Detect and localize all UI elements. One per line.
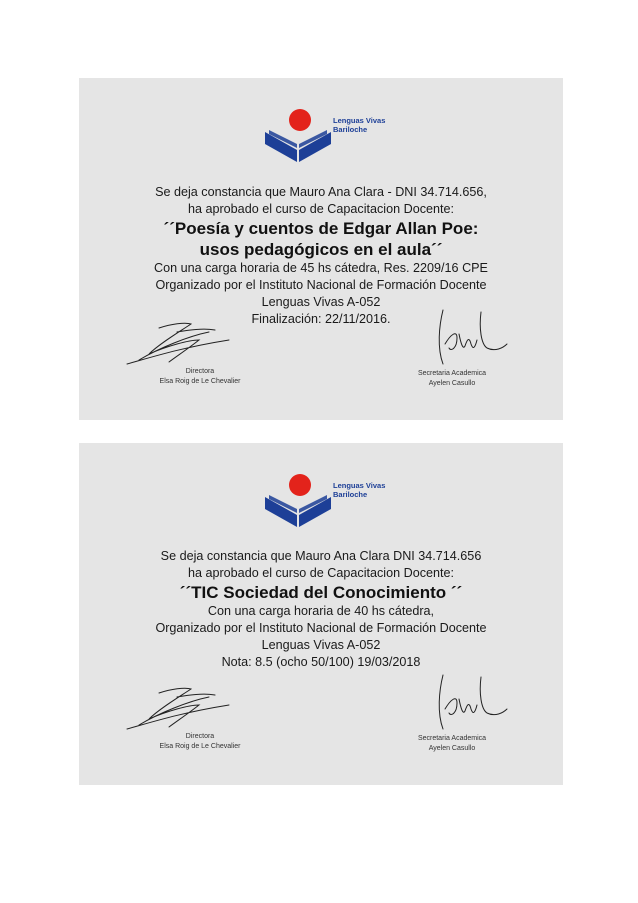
director-signature bbox=[119, 318, 239, 370]
detail-grade: Nota: 8.5 (ocho 50/100) 19/03/2018 bbox=[221, 655, 421, 669]
institution-logo bbox=[263, 471, 413, 531]
open-book-icon bbox=[263, 493, 333, 529]
detail-organizer: Organizado por el Instituto Nacional de Formación Docente bbox=[155, 278, 487, 292]
director-caption bbox=[145, 732, 255, 752]
secretary-caption bbox=[397, 734, 507, 754]
course-title: ´´TIC Sociedad del Conocimiento ´´ bbox=[179, 583, 463, 602]
detail-institution: Lenguas Vivas A-052 bbox=[261, 295, 381, 309]
course-title-line-1: ´´Poesía y cuentos de Edgar Allan Poe: bbox=[163, 219, 479, 238]
intro-line-2: ha aprobado el curso de Capacitacion Docente: bbox=[187, 202, 455, 216]
detail-hours: Con una carga horaria de 40 hs cátedra, bbox=[207, 604, 435, 618]
intro-line-1: Se deja constancia que Mauro Ana Clara DNI 34.714.656 bbox=[160, 549, 482, 563]
director-name: Elsa Roig de Le Chevalier bbox=[159, 743, 241, 750]
secretary-name: Ayelen Casullo bbox=[428, 745, 476, 752]
logo-text-line1: Lenguas Vivas bbox=[333, 481, 386, 490]
institution-logo bbox=[263, 106, 413, 166]
logo-text-line1: Lenguas Vivas bbox=[333, 116, 386, 125]
secretary-role: Secretaria Academica bbox=[417, 370, 487, 377]
intro-line-2: ha aprobado el curso de Capacitacion Docente: bbox=[187, 566, 455, 580]
logo-text-line2: Bariloche bbox=[333, 125, 368, 134]
detail-hours: Con una carga horaria de 45 hs cátedra, Res. 2209/16 CPE bbox=[154, 261, 488, 275]
secretary-caption bbox=[397, 369, 507, 389]
detail-institution: Lenguas Vivas A-052 bbox=[261, 638, 381, 652]
detail-organizer: Organizado por el Instituto Nacional de Formación Docente bbox=[155, 621, 487, 635]
director-signature bbox=[119, 683, 239, 735]
director-caption bbox=[145, 367, 255, 387]
logo-text-line2: Bariloche bbox=[333, 490, 368, 499]
director-role: Directora bbox=[185, 368, 215, 375]
certificate-1 bbox=[79, 78, 563, 420]
secretary-signature bbox=[421, 304, 511, 372]
secretary-name: Ayelen Casullo bbox=[428, 380, 476, 387]
secretary-signature bbox=[421, 669, 511, 737]
certificate-2 bbox=[79, 443, 563, 785]
certificate-body bbox=[79, 548, 563, 671]
director-role: Directora bbox=[185, 733, 215, 740]
director-name: Elsa Roig de Le Chevalier bbox=[159, 378, 241, 385]
secretary-role: Secretaria Academica bbox=[417, 735, 487, 742]
intro-line-1: Se deja constancia que Mauro Ana Clara - DNI 34.714.656, bbox=[155, 185, 487, 199]
course-title-line-2: usos pedagógicos en el aula´´ bbox=[199, 240, 443, 259]
open-book-icon bbox=[263, 128, 333, 164]
detail-completion: Finalización: 22/11/2016. bbox=[251, 312, 391, 326]
